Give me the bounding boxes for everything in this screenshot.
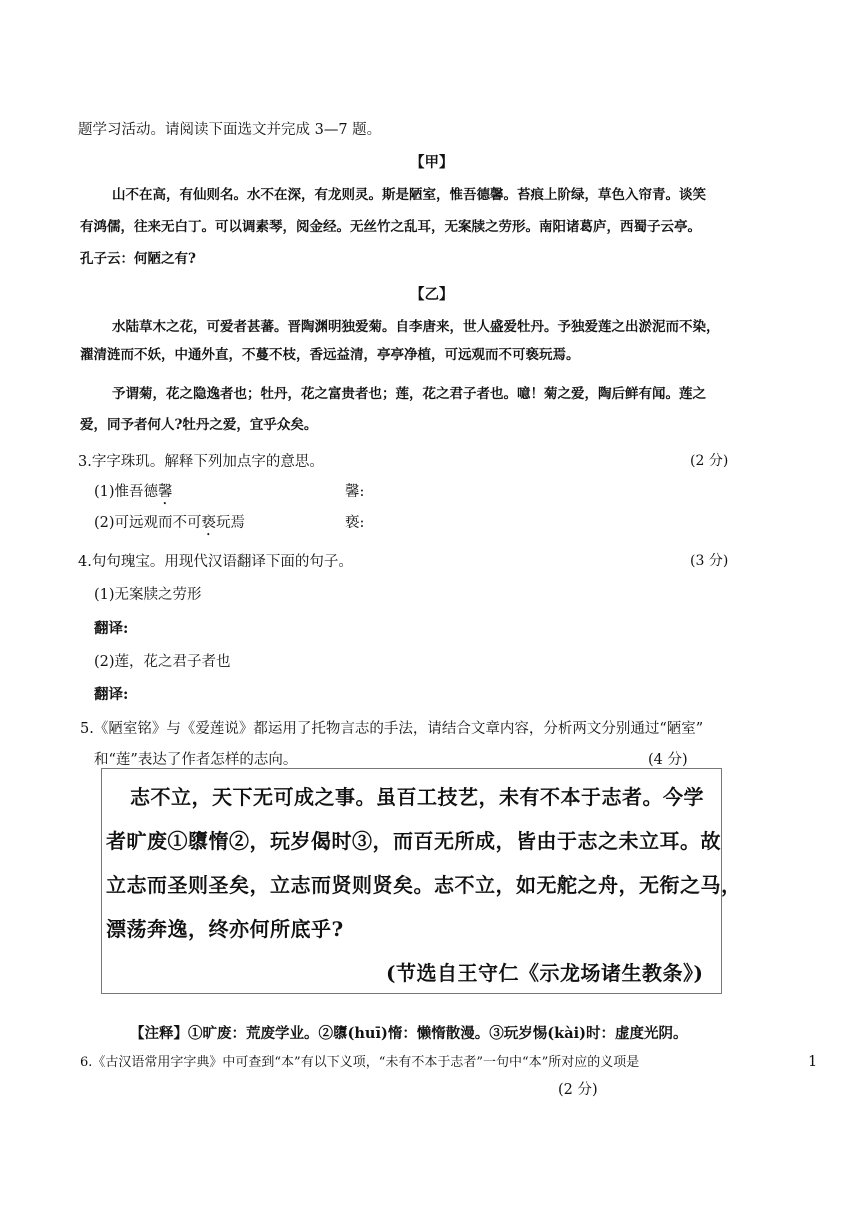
q3-item-1-label: 馨: xyxy=(345,484,365,500)
yi-p2-line-2: 爱，同予者何人?牡丹之爱，宜乎众矣。 xyxy=(80,417,318,433)
q4-title: 4.句句瑰宝。用现代汉语翻译下面的句子。 xyxy=(78,554,353,570)
jia-line-2: 有鸿儒，往来无白丁。可以调素琴，阅金经。无丝竹之乱耳，无案牍之劳形。南阳诸葛庐，西蜀子云亭。 xyxy=(80,219,701,235)
q3-item-2 xyxy=(94,511,245,539)
box-line-2: 者旷废①隳惰②，玩岁偈时③，而百无所成，皆由于志之未立耳。故 xyxy=(106,829,721,853)
jia-line-3: 孔子云：何陋之有? xyxy=(80,251,196,267)
q3-item-2-text-end: 玩焉 xyxy=(216,515,246,531)
box-source: (节选自王守仁《示龙场诸生教条》) xyxy=(386,961,704,985)
jia-heading: 【甲】 xyxy=(410,154,454,171)
q3-item-2-label: 亵: xyxy=(345,515,365,531)
q6-line-1: 6.《古汉语常用字字典》中可查到“本”有以下义项，“未有不本于志者”一句中“本”所对应的义项是 xyxy=(80,1055,640,1070)
q6-score: (2 分) xyxy=(558,1082,598,1098)
q4-translate-2: 翻译: xyxy=(94,686,129,703)
box-line-1: 志不立，天下无可成之事。虽百工技艺，未有不本于志者。今学 xyxy=(130,785,704,809)
box-line-4: 漂荡奔逸，终亦何所底乎? xyxy=(106,917,344,941)
box-line-3: 立志而圣则圣矣，立志而贤则贤矣。志不立，如无舵之舟，无衔之马， xyxy=(106,873,742,897)
yi-p1-line-2: 濯清涟而不妖，中通外直，不蔓不枝，香远益清，亭亭净植，可远观而不可亵玩焉。 xyxy=(80,347,580,363)
q4-item-1: (1)无案牍之劳形 xyxy=(94,587,202,603)
q4-translate-1: 翻译: xyxy=(94,620,129,637)
q5-line-2: 和“莲”表达了作者怎样的志向。 xyxy=(94,752,298,768)
q5-line-1: 5.《陋室铭》与《爱莲说》都运用了托物言志的手法，请结合文章内容，分析两文分别通过“陋室” xyxy=(80,721,704,737)
q3-item-1 xyxy=(94,480,173,508)
q3-item-2-text: (2)可远观而不可 xyxy=(94,515,202,531)
page-number: 1 xyxy=(808,1054,818,1070)
q3-item-1-dotted-char: 馨 xyxy=(158,484,173,500)
q4-score: (3 分) xyxy=(690,553,729,569)
yi-p2-line-1: 予谓菊，花之隐逸者也；牡丹，花之富贵者也；莲，花之君子者也。噫！菊之爱，陶后鲜有闻。莲之 xyxy=(112,386,706,402)
q3-item-2-dotted-char: 亵 xyxy=(201,515,217,531)
yi-heading: 【乙】 xyxy=(410,286,454,303)
intro-line: 题学习活动。请阅读下面选文并完成 3—7 题。 xyxy=(78,122,382,138)
q3-item-1-text: (1)惟吾德 xyxy=(94,484,159,500)
annotation-note: 【注释】①旷废：荒废学业。②隳(huī)惰：懒惰散漫。③玩岁惕(kài)时：虚度光阴。 xyxy=(130,1025,688,1042)
q3-score: (2 分) xyxy=(690,453,729,469)
reading-passage-box xyxy=(101,768,742,994)
q5-score: (4 分) xyxy=(648,752,688,768)
q3-title: 3.字字珠玑。解释下列加点字的意思。 xyxy=(78,454,324,470)
yi-p1-line-1: 水陆草木之花，可爱者甚蕃。晋陶渊明独爱菊。自李唐来，世人盛爱牡丹。予独爱莲之出淤泥而不染， xyxy=(112,319,720,335)
jia-line-1: 山不在高，有仙则名。水不在深，有龙则灵。斯是陋室，惟吾德馨。苔痕上阶绿，草色入帘青。谈笑 xyxy=(112,187,706,203)
q4-item-2: (2)莲，花之君子者也 xyxy=(94,654,231,670)
